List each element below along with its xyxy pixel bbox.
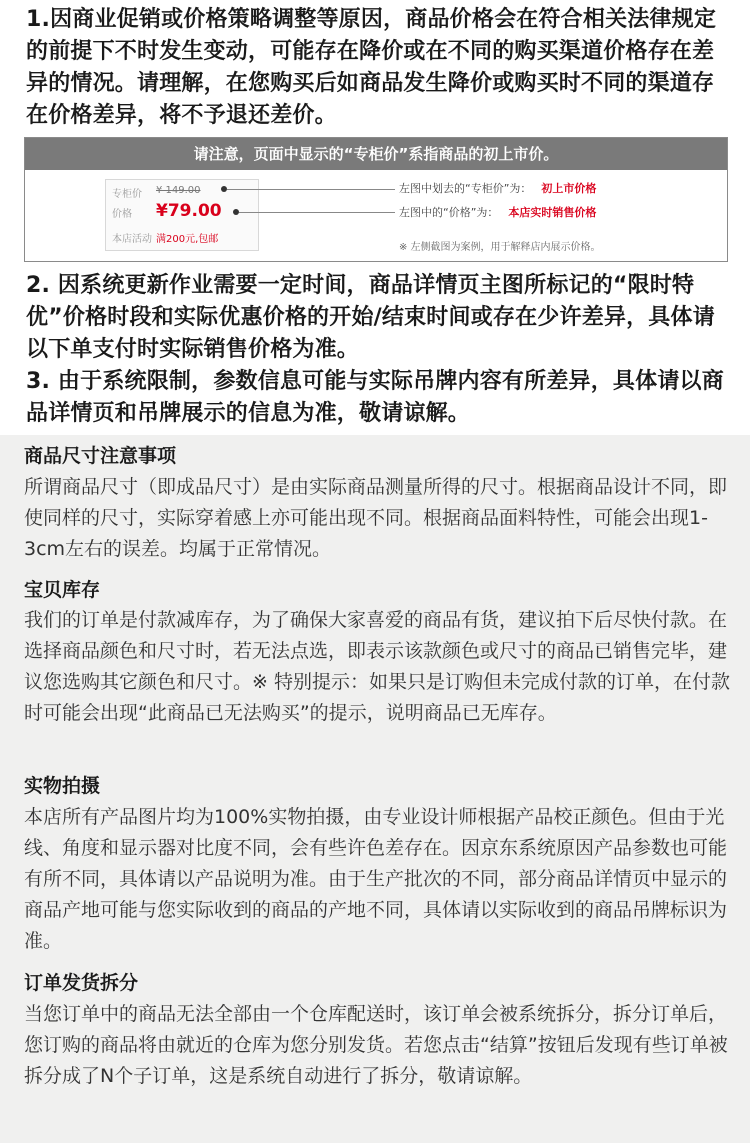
mock-label-promo: 本店活动 bbox=[112, 234, 152, 245]
notice-header: 请注意，页面中显示的“专柜价”系指商品的初上市价。 bbox=[25, 138, 727, 170]
section-title-photo: 实物拍摄 bbox=[24, 775, 101, 797]
mock-label-price: 价格 bbox=[112, 209, 132, 220]
mock-promo: 满200元,包邮 bbox=[156, 234, 219, 245]
explanation-highlight-2: 本店实时销售价格 bbox=[508, 206, 597, 219]
leader-line-2 bbox=[239, 212, 395, 213]
explanation-text-2: 左图中的“价格”为： bbox=[399, 206, 499, 219]
section-title-split-order: 订单发货拆分 bbox=[24, 972, 139, 994]
price-explanation-box bbox=[24, 137, 728, 262]
section-body-stock: 我们的订单是付款减库存，为了确保大家喜爱的商品有货，建议拍下后尽快付款。在选择商品颜色和尺寸时，若无法点选，即表示该款颜色或尺寸的商品已销售完毕，建议您选购其它颜色和尺寸。※ 特别提示：如果只是订购但未完成付款的订单，在付款时可能会出现“此商品已无法购买”的提示，说明商品已无库存。 bbox=[24, 609, 730, 724]
example-note: ※ 左侧截图为案例，用于解释店内展示价格。 bbox=[399, 242, 601, 253]
explanation-price bbox=[399, 204, 596, 220]
mock-label-counter-price: 专柜价 bbox=[112, 189, 142, 200]
leader-line-1 bbox=[227, 189, 395, 190]
mock-price: ¥79.00 bbox=[156, 201, 222, 221]
section-body-split-order: 当您订单中的商品无法全部由一个仓库配送时，该订单会被系统拆分，拆分订单后，您订购的商品将由就近的仓库为您分别发货。若您点击“结算”按钮后发现有些订单被拆分成了N个子订单，这是系统自动进行了拆分，敬请谅解。 bbox=[24, 1003, 728, 1087]
explanation-counter-price bbox=[399, 180, 596, 196]
explanation-highlight-1: 初上市价格 bbox=[541, 182, 597, 195]
mock-counter-price: ¥ 149.00 bbox=[156, 185, 201, 196]
parameter-paragraph: 3. 由于系统限制，参数信息可能与实际吊牌内容有所差异，具体请以商品详情页和吊牌展示的信息为准，敬请谅解。 bbox=[26, 369, 724, 426]
shopping-notes-panel bbox=[0, 435, 750, 1143]
explanation-text-1: 左图中划去的“专柜价”为： bbox=[399, 182, 532, 195]
limited-time-paragraph: 2. 因系统更新作业需要一定时间，商品详情页主图所标记的“限时特优”价格时段和实际优惠价格的开始/结束时间或存在少许差异，具体请以下单支付时实际销售价格为准。 bbox=[26, 273, 715, 362]
section-title-size: 商品尺寸注意事项 bbox=[24, 445, 177, 467]
price-notice-panel bbox=[0, 0, 750, 435]
section-body-size: 所谓商品尺寸（即成品尺寸）是由实际商品测量所得的尺寸。根据商品设计不同，即使同样的尺寸，实际穿着感上亦可能出现不同。根据商品面料特性，可能会出现1-3cm左右的误差。均属于正常情况。 bbox=[24, 476, 728, 560]
section-title-stock: 宝贝库存 bbox=[24, 579, 101, 601]
price-change-paragraph: 1.因商业促销或价格策略调整等原因，商品价格会在符合相关法律规定的前提下不时发生变动，可能存在降价或在不同的购买渠道价格存在差异的情况。请理解，在您购买后如商品发生降价或购买时不同的渠道存在价格差异，将不予退还差价。 bbox=[26, 7, 717, 128]
section-body-photo: 本店所有产品图片均为100%实物拍摄，由专业设计师根据产品校正颜色。但由于光线、角度和显示器对比度不同，会有些许色差存在。因京东系统原因产品参数也可能有所不同，具体请以产品说明为准。由于生产批次的不同，部分商品详情页中显示的商品产地可能与您实际收到的商品的产地不同，具体请以实际收到的商品吊牌标识为准。 bbox=[24, 806, 728, 952]
